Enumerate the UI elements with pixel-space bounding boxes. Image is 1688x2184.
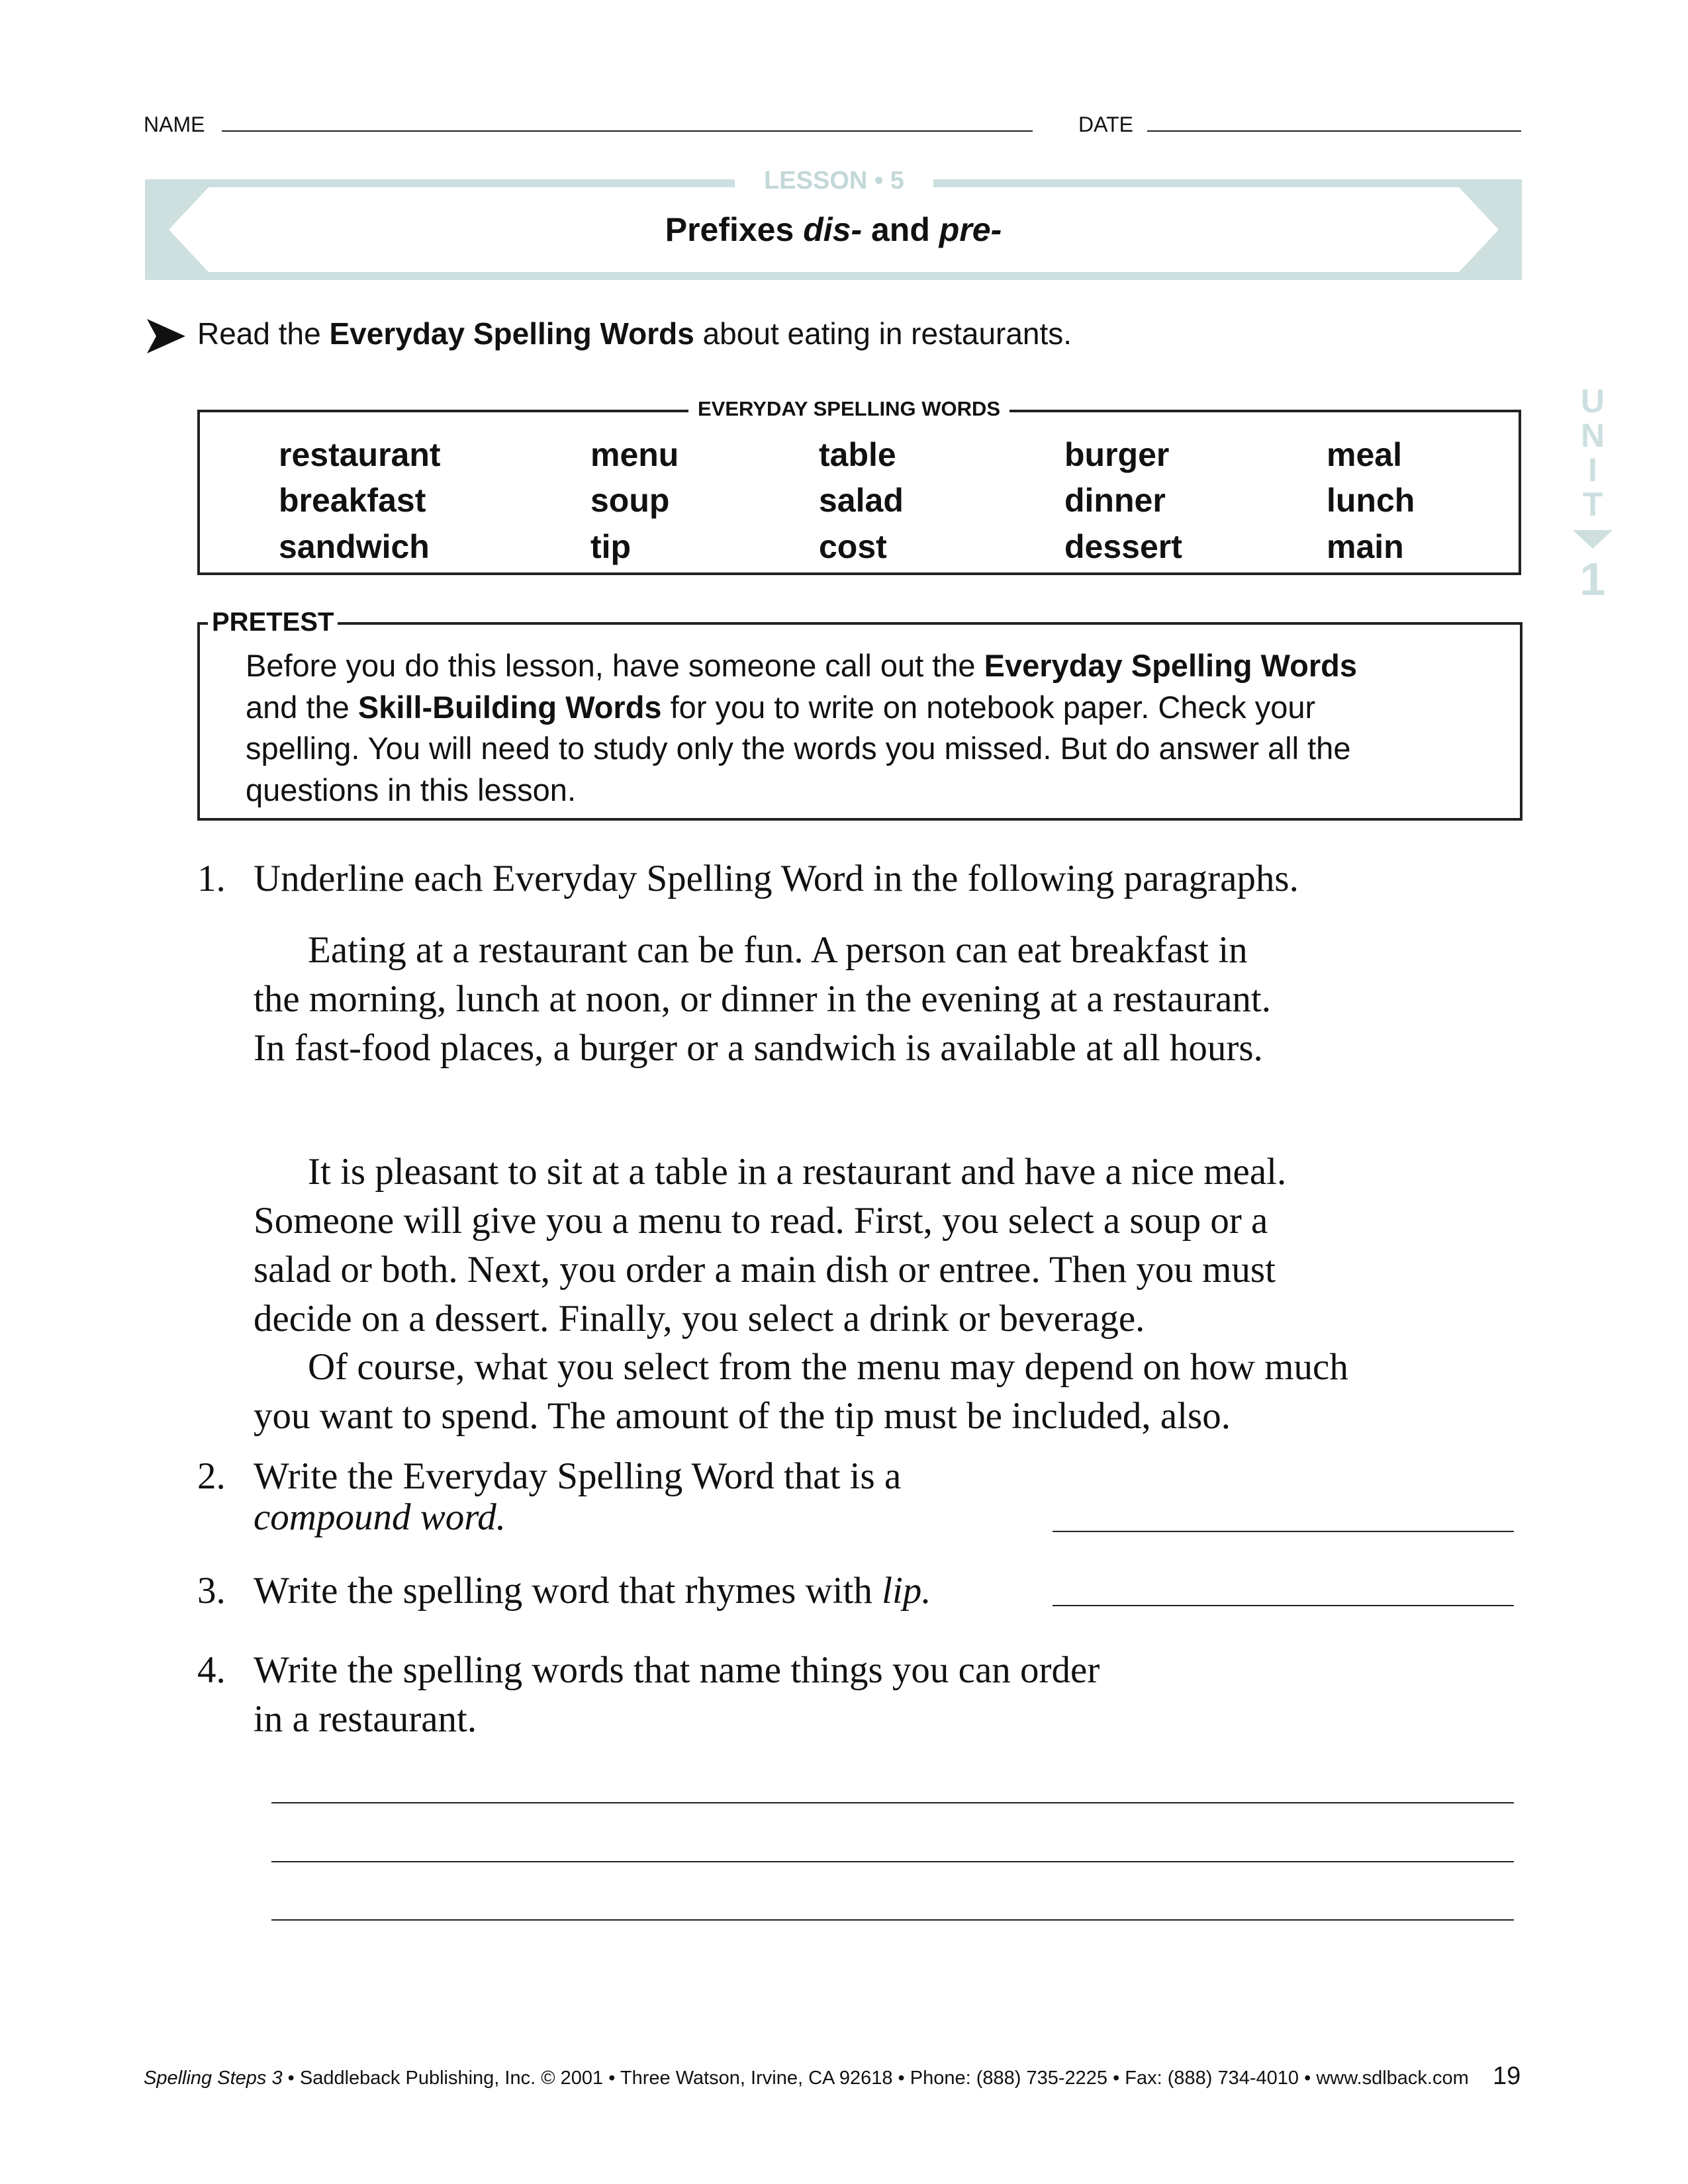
paragraph-line: In fast-food places, a burger or a sandwich is available at all hours. — [254, 1027, 1263, 1069]
spelling-word: menu — [590, 436, 679, 473]
answer-line-3[interactable] — [1053, 1605, 1514, 1606]
arrow-bullet-icon — [147, 319, 187, 353]
paragraph-line: Eating at a restaurant can be fun. A person can eat breakfast in — [308, 929, 1248, 971]
spelling-word: dessert — [1064, 528, 1182, 565]
lesson-title — [145, 210, 1522, 249]
question-4-text: Write the spelling words that name things you can order — [254, 1649, 1100, 1691]
unit-letter: T — [1582, 486, 1603, 523]
paragraph-line: Of course, what you select from the menu may depend on how much — [308, 1346, 1348, 1388]
pretest-line: spelling. You will need to study only the words you missed. But do answer all the — [246, 731, 1351, 766]
spelling-word: restaurant — [279, 436, 441, 473]
spelling-word: soup — [590, 482, 670, 519]
question-3-text: Write the spelling word that rhymes with lip. — [254, 1570, 931, 1612]
paragraph-line: decide on a dessert. Finally, you select a drink or beverage. — [254, 1298, 1145, 1340]
question-number: 1. — [197, 858, 226, 899]
question-number: 4. — [197, 1649, 226, 1691]
unit-number: 1 — [1579, 553, 1606, 605]
spelling-word: table — [819, 436, 896, 473]
title-text: and — [862, 211, 939, 248]
pretest-title: PRETEST — [208, 608, 338, 637]
paragraph-line: you want to spend. The amount of the tip must be included, also. — [254, 1395, 1231, 1437]
spelling-words-title: EVERYDAY SPELLING WORDS — [688, 397, 1009, 421]
spelling-word: tip — [590, 528, 632, 565]
spelling-word: lunch — [1327, 482, 1415, 519]
question-number: 2. — [197, 1455, 226, 1497]
title-prefix-dis: dis- — [803, 211, 863, 248]
unit-letter: N — [1580, 417, 1605, 454]
footer-credit: Spelling Steps 3 • Saddleback Publishing, Inc. © 2001 • Three Watson, Irvine, CA 92618 • Phone: (888) 735-2225 • Fax: (888) 734-4010 • www.sdlback.com — [144, 2068, 1469, 2089]
spelling-word: burger — [1064, 436, 1170, 473]
name-field[interactable] — [222, 130, 1033, 132]
spelling-word: dinner — [1064, 482, 1166, 519]
pretest-line: questions in this lesson. — [246, 772, 577, 807]
answer-line-2[interactable] — [1053, 1531, 1514, 1532]
page-number: 19 — [1493, 2062, 1521, 2090]
unit-letter: U — [1580, 383, 1605, 420]
spelling-word: meal — [1327, 436, 1402, 473]
spelling-word: sandwich — [279, 528, 430, 565]
paragraph-line: Someone will give you a menu to read. First, you select a soup or a — [254, 1200, 1268, 1242]
question-number: 3. — [197, 1570, 226, 1612]
question-4-text: in a restaurant. — [254, 1698, 477, 1740]
spelling-word: cost — [819, 528, 887, 565]
unit-letter: I — [1588, 451, 1597, 488]
question-1-text: Underline each Everyday Spelling Word in the following paragraphs. — [254, 858, 1299, 899]
spelling-word: breakfast — [279, 482, 426, 519]
title-text: Prefixes — [665, 211, 804, 248]
title-prefix-pre: pre- — [939, 211, 1002, 248]
question-2-text: compound word. — [254, 1496, 506, 1538]
spelling-word: salad — [819, 482, 904, 519]
paragraph-line: It is pleasant to sit at a table in a restaurant and have a nice meal. — [308, 1151, 1287, 1193]
unit-tab — [1573, 383, 1613, 605]
spelling-word: main — [1327, 528, 1404, 565]
paragraph-line: salad or both. Next, you order a main dish or entree. Then you must — [254, 1249, 1276, 1291]
question-2-text: Write the Everyday Spelling Word that is a — [254, 1455, 902, 1497]
lesson-number: LESSON • 5 — [735, 167, 933, 195]
paragraph-line: the morning, lunch at noon, or dinner in the evening at a restaurant. — [254, 978, 1271, 1020]
pretest-line: Before you do this lesson, have someone call out the Everyday Spelling Words — [246, 648, 1357, 683]
date-label: DATE — [1078, 113, 1133, 136]
answer-line-4[interactable] — [271, 1802, 1514, 1803]
down-triangle-icon — [1573, 530, 1613, 550]
instruction-text: Read the Everyday Spelling Words about eating in restaurants. — [197, 316, 1072, 351]
answer-line-4[interactable] — [271, 1861, 1514, 1862]
answer-line-4[interactable] — [271, 1919, 1514, 1921]
pretest-line: and the Skill-Building Words for you to write on notebook paper. Check your — [246, 690, 1316, 725]
name-label: NAME — [144, 113, 205, 136]
date-field[interactable] — [1147, 130, 1521, 132]
